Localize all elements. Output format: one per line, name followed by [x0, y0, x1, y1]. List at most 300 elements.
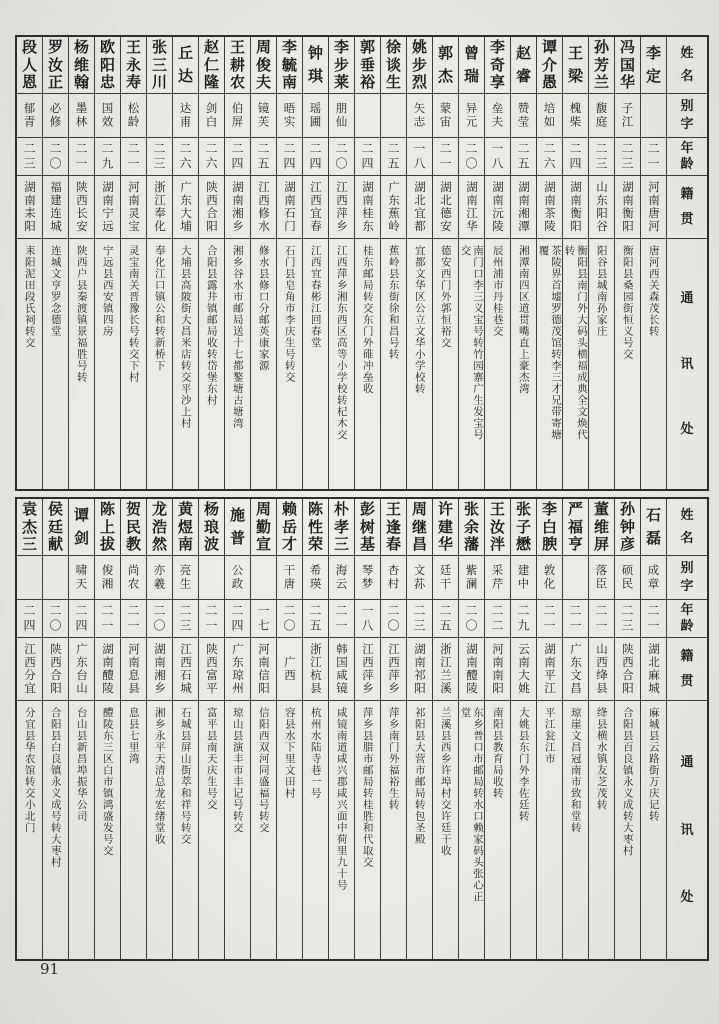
directory-entry: [536, 499, 562, 959]
entry-origin: 广东琼州: [225, 638, 250, 701]
entry-origin: 湖南宁远: [95, 176, 120, 239]
entry-origin: 湖南衡阳: [563, 176, 588, 239]
entry-origin: 湖南平江: [537, 638, 562, 701]
entry-address: 石门县皂角市李庆生号转交: [283, 245, 296, 383]
entry-address: 辰州浦市丹桂巷交: [491, 245, 504, 337]
entry-name: 侯 廷 献: [43, 499, 68, 556]
entry-name: 王 耕 农: [225, 37, 250, 94]
entry-age: 二一: [537, 600, 562, 638]
entry-courtesy-name: 伯屏: [225, 94, 250, 138]
entry-courtesy-name: 墨林: [69, 94, 94, 138]
entry-name: 许 建 华: [433, 499, 458, 556]
directory-entry: [146, 37, 172, 489]
entry-origin: 陕西合阳: [615, 638, 640, 701]
entry-courtesy-name: 瑶圃: [303, 94, 328, 138]
entry-address: 灵宝南关晋豫长号转交下村: [127, 245, 140, 383]
entry-name: 严 福 亨: [563, 499, 588, 556]
directory-entry: [484, 499, 510, 959]
entry-address: 平江瓮江市: [543, 707, 556, 765]
entry-age: 二三: [173, 600, 198, 638]
entry-age: 二一: [563, 600, 588, 638]
entry-age: 二九: [95, 138, 120, 176]
entry-name: 赖 岳 才: [277, 499, 302, 556]
entry-origin: 江西宜春: [303, 176, 328, 239]
entry-age: 二四: [69, 600, 94, 638]
entry-address: 宁远县西安镇四房: [101, 245, 114, 337]
directory-entry: [250, 37, 276, 489]
entry-origin: 湖南醴陵: [459, 638, 484, 701]
roster-table-lower: [15, 497, 709, 961]
directory-entry: [354, 499, 380, 959]
directory-entry: [406, 37, 432, 489]
entry-address: 合阳县百良镇永义成转大枣村: [621, 707, 634, 857]
entry-courtesy-name: 馥庭: [589, 94, 614, 138]
directory-entry: [68, 37, 94, 489]
entry-courtesy-name: 尚农: [121, 556, 146, 600]
entry-courtesy-name: 朋仙: [329, 94, 354, 138]
entry-name: 谭 剑: [69, 499, 94, 556]
entry-address: 德安西门外郭恒裕交: [439, 245, 452, 349]
entry-courtesy-name: 矢志: [407, 94, 432, 138]
entry-courtesy-name: 希瑛: [303, 556, 328, 600]
entry-age: 二〇: [459, 600, 484, 638]
entry-address: 咸镜南道咸兴郡咸兴面中荷里九十号: [335, 707, 348, 891]
entry-courtesy-name: [199, 556, 224, 600]
entry-origin: 广东文昌: [563, 638, 588, 701]
entry-name: 彭 树 基: [355, 499, 380, 556]
entry-courtesy-name: 文荪: [407, 556, 432, 600]
entry-origin: 广东大埔: [173, 176, 198, 239]
entry-origin: 江西萍乡: [355, 638, 380, 701]
entry-address: 宜都文华区公立文华小学校转: [413, 245, 426, 395]
entry-age: 二一: [121, 138, 146, 176]
entry-name: 张 子 懋: [511, 499, 536, 556]
column-header-name: 姓 名: [667, 499, 707, 556]
entry-courtesy-name: [43, 556, 68, 600]
entry-courtesy-name: 成章: [641, 556, 666, 600]
entry-origin: 广东台山: [69, 638, 94, 701]
entry-courtesy-name: 琴梦: [355, 556, 380, 600]
directory-entry: [588, 499, 614, 959]
entry-address: 湘乡谷水市邮局送十七都鏊塘古塘湾: [231, 245, 244, 429]
directory-entry: [380, 499, 406, 959]
entry-origin: 广东蕉岭: [381, 176, 406, 239]
entry-origin: 江西石城: [173, 638, 198, 701]
directory-entry: [276, 37, 302, 489]
entry-address: 阳谷县城南孙家庄: [595, 245, 608, 337]
entry-name: 冯 国 华: [615, 37, 640, 94]
entry-origin: 河南信阳: [251, 638, 276, 701]
entry-courtesy-name: 郁青: [17, 94, 42, 138]
entry-age: 二五: [381, 138, 406, 176]
entry-origin: 湖南祁阳: [407, 638, 432, 701]
entry-address: 大姚县东门外李佐廷转: [517, 707, 530, 822]
entry-origin: 湖南茶陵: [537, 176, 562, 239]
entry-name: 孙 芳 兰: [589, 37, 614, 94]
entry-name: 姚 步 烈: [407, 37, 432, 94]
entry-age: 二〇: [459, 138, 484, 176]
entry-name: 陈 上 拔: [95, 499, 120, 556]
entry-origin: 湖南石门: [277, 176, 302, 239]
entry-age: 二一: [641, 600, 666, 638]
entry-age: 二一: [589, 600, 614, 638]
entry-origin: 湖南湘乡: [147, 638, 172, 701]
entry-address: 信阳西双河同盛福号转交: [257, 707, 270, 834]
entry-name: 董 维 屏: [589, 499, 614, 556]
entry-address: 湘乡永平天清总龙宏绪堂收: [153, 707, 166, 845]
entry-name: 贺 民 教: [121, 499, 146, 556]
entry-courtesy-name: 敦化: [537, 556, 562, 600]
header-column: [666, 37, 707, 489]
entry-address: 茶陵界首墟罗德茂馆转李三才兄带寄塘覆: [537, 245, 562, 441]
entry-address: 衡阳县桑园街恒义号交: [621, 245, 634, 360]
entry-address: 南阳县教育局收转: [491, 707, 504, 799]
entry-courtesy-name: 硕民: [615, 556, 640, 600]
entry-name: 赵 睿: [511, 37, 536, 94]
entry-origin: 湖南衡阳: [615, 176, 640, 239]
directory-entry: [328, 499, 354, 959]
entry-origin: 湖北麻城: [641, 638, 666, 701]
entry-origin: 湖北德安: [433, 176, 458, 239]
entry-age: 二一: [433, 138, 458, 176]
entry-age: 二二: [485, 600, 510, 638]
entry-address: 蕉岭县东街徐和昌号转: [387, 245, 400, 360]
entry-origin: 云南大姚: [511, 638, 536, 701]
entry-address: 连城文亨罗念德堂: [49, 245, 62, 337]
entry-name: 钟 琪: [303, 37, 328, 94]
entry-name: 郭 垂 裕: [355, 37, 380, 94]
entry-address: 萍乡南门外福裕生转: [387, 707, 400, 811]
entry-address: 合阳县白良镇永义成号转大枣村: [49, 707, 62, 868]
entry-address: 琼山县演丰市丰记号转交: [231, 707, 244, 834]
entry-name: 杨 琅 波: [199, 499, 224, 556]
entry-name: 罗 汝 正: [43, 37, 68, 94]
entry-address: 兰溪县西乡许埠村交许廷干收: [439, 707, 452, 857]
entry-courtesy-name: 采芹: [485, 556, 510, 600]
directory-entry: [588, 37, 614, 489]
entry-origin: 河南灵宝: [121, 176, 146, 239]
directory-entry: [614, 37, 640, 489]
directory-entry: [224, 499, 250, 959]
entry-address: 富平县南天庆生号交: [205, 707, 218, 811]
entry-age: 二三: [17, 138, 42, 176]
directory-entry: [406, 499, 432, 959]
entry-age: 二三: [147, 138, 172, 176]
entry-age: 二三: [615, 138, 640, 176]
entry-age: 二四: [225, 138, 250, 176]
entry-age: 二九: [511, 600, 536, 638]
column-header-address: 通 讯 处: [680, 754, 694, 906]
column-header-address: 通 讯 处: [680, 290, 694, 438]
directory-entry: [17, 37, 42, 489]
directory-entry: [94, 499, 120, 959]
entry-origin: 湖南桂东: [355, 176, 380, 239]
entry-address: 麻城县云路街万庆记转: [647, 707, 660, 822]
entry-courtesy-name: 建中: [511, 556, 536, 600]
directory-entry: [380, 37, 406, 489]
entry-address: 绛县横水镇友芝茂转: [595, 707, 608, 811]
entry-origin: 河南南阳: [485, 638, 510, 701]
directory-entry: [432, 499, 458, 959]
directory-entry: [224, 37, 250, 489]
entry-address: 桂东邮局转交东门外碓冲垒收: [361, 245, 374, 395]
entry-age: 二一: [199, 600, 224, 638]
entry-origin: 江西萍乡: [329, 176, 354, 239]
entry-age: 一八: [407, 138, 432, 176]
entry-courtesy-name: [563, 556, 588, 600]
entry-name: 张 余 藩: [459, 499, 484, 556]
entry-origin: 韩国咸镜: [329, 638, 354, 701]
entry-address: 萍乡县腊市邮局转桂胜和代取交: [361, 707, 374, 868]
entry-name: 周 俊 夫: [251, 37, 276, 94]
directory-entry: [302, 37, 328, 489]
entry-address: 南门口李三义宝号转竹园寨广生发宝号交: [459, 245, 484, 441]
entry-origin: 河南息县: [121, 638, 146, 701]
entry-age: 一八: [355, 600, 380, 638]
entry-address: 分宜县华农馆转交小北门: [23, 707, 36, 834]
directory-entry: [484, 37, 510, 489]
entry-courtesy-name: 晤实: [277, 94, 302, 138]
entry-origin: 浙江杭县: [303, 638, 328, 701]
directory-entry: [120, 37, 146, 489]
entry-age: 二一: [121, 600, 146, 638]
entry-courtesy-name: [381, 94, 406, 138]
entry-origin: 山东阳谷: [589, 176, 614, 239]
entry-name: 赵 仁 隆: [199, 37, 224, 94]
entry-courtesy-name: [251, 556, 276, 600]
entry-name: 杨 维 翰: [69, 37, 94, 94]
entry-address: 江西宜春彬江回春堂: [309, 245, 322, 349]
directory-entry: [198, 499, 224, 959]
entry-name: 谭 介 愚: [537, 37, 562, 94]
entry-courtesy-name: [641, 94, 666, 138]
directory-entry: [17, 499, 42, 959]
directory-entry: [510, 37, 536, 489]
entry-address: 石城县屏山街萃和祥号转交: [179, 707, 192, 845]
entry-origin: 浙江奉化: [147, 176, 172, 239]
entry-courtesy-name: 剑白: [199, 94, 224, 138]
entry-name: 王 逢 春: [381, 499, 406, 556]
directory-entry: [614, 499, 640, 959]
directory-entry: [432, 37, 458, 489]
entry-origin: 湖北宜都: [407, 176, 432, 239]
entry-age: 二六: [173, 138, 198, 176]
entry-name: 李 定: [641, 37, 666, 94]
directory-entry: [510, 499, 536, 959]
entry-origin: 湖南湘乡: [225, 176, 250, 239]
entry-age: 二一: [329, 600, 354, 638]
entry-address: 唐河西关森茂长转: [647, 245, 660, 337]
entry-name: 王 永 寿: [121, 37, 146, 94]
entry-name: 丘 达: [173, 37, 198, 94]
entry-courtesy-name: 松龄: [121, 94, 146, 138]
entry-age: 二四: [355, 138, 380, 176]
entry-courtesy-name: 异元: [459, 94, 484, 138]
entry-courtesy-name: 干唐: [277, 556, 302, 600]
entry-age: 一八: [485, 138, 510, 176]
entry-address: 江西萍乡湘东西区高等小学校转杞木交: [335, 245, 348, 441]
entry-age: 二三: [615, 600, 640, 638]
entry-courtesy-name: 垒夫: [485, 94, 510, 138]
entry-courtesy-name: 培如: [537, 94, 562, 138]
entry-age: 二四: [303, 138, 328, 176]
entry-name: 欧 阳 忠: [95, 37, 120, 94]
entry-courtesy-name: [147, 94, 172, 138]
entry-address: 醴陵东三区白市镇鸿盛发号交: [101, 707, 114, 857]
entry-name: 周 勤 宣: [251, 499, 276, 556]
entry-name: 徐 谈 生: [381, 37, 406, 94]
entry-age: 二四: [563, 138, 588, 176]
entry-courtesy-name: 蒙宙: [433, 94, 458, 138]
column-header-origin: 籍 贯: [667, 176, 707, 239]
column-header-age: 年 龄: [667, 138, 707, 176]
entry-age: 二一: [95, 600, 120, 638]
entry-address: 湘潭南四区道贯嘴直上豪杰湾: [517, 245, 530, 395]
entry-courtesy-name: 必修: [43, 94, 68, 138]
entry-origin: 浙江兰溪: [433, 638, 458, 701]
entry-age: 二〇: [329, 138, 354, 176]
entry-origin: 江西分宜: [17, 638, 42, 701]
entry-name: 石 磊: [641, 499, 666, 556]
entry-address: 修水县修口分邮英康家源: [257, 245, 270, 372]
directory-entry: [198, 37, 224, 489]
entry-courtesy-name: 俊湘: [95, 556, 120, 600]
page-number: 91: [40, 960, 60, 978]
entry-age: 二一: [641, 138, 666, 176]
entry-origin: 江西萍乡: [381, 638, 406, 701]
entry-name: 王 汝 泮: [485, 499, 510, 556]
entry-address: 东乡普口市邮局转水口赖家码头张心正堂: [459, 707, 484, 903]
entry-courtesy-name: 子江: [615, 94, 640, 138]
entry-courtesy-name: 国效: [95, 94, 120, 138]
directory-entry: [42, 499, 68, 959]
entry-age: 二五: [251, 138, 276, 176]
entry-origin: 山西绛县: [589, 638, 614, 701]
entry-address: 奉化江口镇公和转新桥下: [153, 245, 166, 372]
entry-name: 李 毓 南: [277, 37, 302, 94]
entry-age: 二〇: [43, 138, 68, 176]
header-column: [666, 499, 707, 959]
column-header-age: 年 龄: [667, 600, 707, 638]
directory-entry: [172, 499, 198, 959]
entry-name: 孙 钟 彦: [615, 499, 640, 556]
entry-name: 王 梁: [563, 37, 588, 94]
entry-age: 二六: [199, 138, 224, 176]
entry-courtesy-name: 廷干: [433, 556, 458, 600]
entry-courtesy-name: 杏村: [381, 556, 406, 600]
directory-entry: [536, 37, 562, 489]
entry-age: 二四: [17, 600, 42, 638]
entry-courtesy-name: 亦羲: [147, 556, 172, 600]
entry-name: 郭 杰: [433, 37, 458, 94]
column-header-courtesy: 别 字: [667, 556, 707, 600]
directory-entry: [640, 37, 666, 489]
directory-entry: [172, 37, 198, 489]
entry-origin: 江西修水: [251, 176, 276, 239]
entry-address: 台山县新昌埠振华公司: [75, 707, 88, 822]
column-header-origin: 籍 贯: [667, 638, 707, 701]
entry-name: 李 白 腴: [537, 499, 562, 556]
directory-entry: [250, 499, 276, 959]
entry-address: 耒阳泥田段氏祠转交: [23, 245, 36, 349]
entry-address: 祁阳县大营市邮局转包圣殿: [413, 707, 426, 845]
entry-name: 李 步 莱: [329, 37, 354, 94]
entry-address: 容县水下里文田村: [283, 707, 296, 799]
directory-entry: [354, 37, 380, 489]
entry-name: 李 奇 享: [485, 37, 510, 94]
column-header-courtesy: 别 字: [667, 94, 707, 138]
entry-age: 二〇: [147, 600, 172, 638]
entry-name: 施 普: [225, 499, 250, 556]
entry-age: 二六: [537, 138, 562, 176]
entry-name: 陈 性 荣: [303, 499, 328, 556]
entry-age: 二四: [277, 138, 302, 176]
entry-address: 杭州水陆寺巷一号: [309, 707, 322, 799]
entry-origin: 陕西富平: [199, 638, 224, 701]
directory-entry: [328, 37, 354, 489]
entry-courtesy-name: 达甫: [173, 94, 198, 138]
entry-age: 二〇: [381, 600, 406, 638]
directory-entry: [120, 499, 146, 959]
entry-origin: 湖南江华: [459, 176, 484, 239]
entry-origin: 湖南醴陵: [95, 638, 120, 701]
entry-age: 二五: [303, 600, 328, 638]
entry-age: 二五: [511, 138, 536, 176]
entry-address: 合阳县露井镇邮局收转岱堡东村: [205, 245, 218, 406]
entry-courtesy-name: [17, 556, 42, 600]
entry-origin: 河南唐河: [641, 176, 666, 239]
entry-age: 二〇: [277, 600, 302, 638]
entry-age: 二四: [225, 600, 250, 638]
entry-origin: 湖南耒阳: [17, 176, 42, 239]
entry-origin: 福建连城: [43, 176, 68, 239]
directory-entry: [458, 37, 484, 489]
entry-name: 龙 浩 然: [147, 499, 172, 556]
entry-origin: 陕西合阳: [43, 638, 68, 701]
entry-address: 大埔县高陂街大昌米店转交平沙上村: [179, 245, 192, 429]
entry-address: 陕西户县秦渡镇景福胜号转: [75, 245, 88, 383]
directory-entry: [302, 499, 328, 959]
entry-name: 黄 煜 南: [173, 499, 198, 556]
directory-entry: [562, 37, 588, 489]
entry-courtesy-name: 亮生: [173, 556, 198, 600]
roster-table-upper: [15, 35, 709, 491]
directory-entry: [42, 37, 68, 489]
entry-age: 二三: [407, 600, 432, 638]
entry-origin: 湖南沅陵: [485, 176, 510, 239]
entry-name: 朴 孝 三: [329, 499, 354, 556]
entry-address: 琼崖文昌冠南市致和堂转: [569, 707, 582, 834]
entry-age: 二一: [69, 138, 94, 176]
entry-name: 袁 杰 三: [17, 499, 42, 556]
directory-entry: [458, 499, 484, 959]
entry-courtesy-name: 镜芙: [251, 94, 276, 138]
entry-age: 二三: [589, 138, 614, 176]
directory-entry: [146, 499, 172, 959]
entry-origin: 陕西长安: [69, 176, 94, 239]
column-header-name: 姓 名: [667, 37, 707, 94]
entry-courtesy-name: 落臣: [589, 556, 614, 600]
entry-name: 曾 瑞: [459, 37, 484, 94]
entry-courtesy-name: 紫澜: [459, 556, 484, 600]
entry-age: 二〇: [43, 600, 68, 638]
entry-origin: 广西: [277, 638, 302, 701]
entry-courtesy-name: [355, 94, 380, 138]
entry-origin: 陕西合阳: [199, 176, 224, 239]
directory-entry: [276, 499, 302, 959]
entry-address: 衡阳县南门外大码头横福成典全文焕代转: [563, 245, 588, 441]
directory-entry: [68, 499, 94, 959]
